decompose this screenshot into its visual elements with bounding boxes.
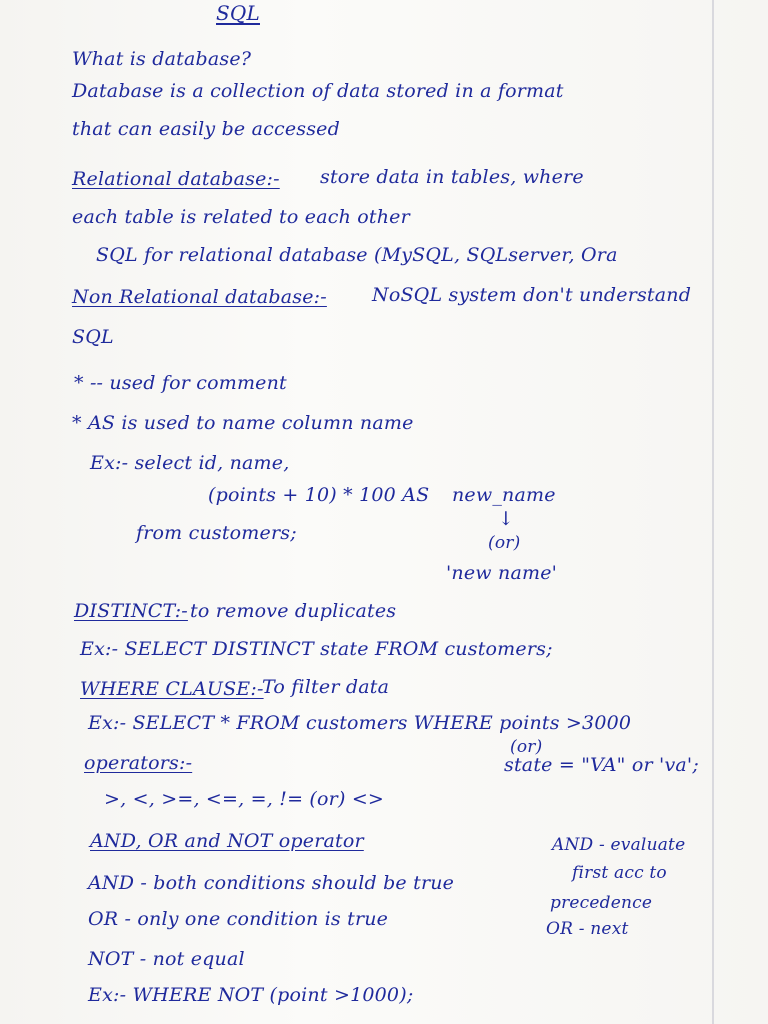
- note-line: >, <, >=, <=, =, != (or) <>: [104, 788, 385, 810]
- note-line: AND - both conditions should be true: [88, 872, 455, 894]
- note-line: * -- used for comment: [74, 372, 287, 394]
- note-heading: DISTINCT:-: [74, 600, 188, 622]
- note-line: To filter data: [262, 676, 390, 698]
- note-line: * AS is used to name column name: [72, 412, 414, 434]
- note-heading: Non Relational database:-: [72, 286, 327, 308]
- note-heading: operators:-: [84, 752, 193, 774]
- note-heading: Relational database:-: [72, 168, 280, 190]
- note-line: SQL for relational database (MySQL, SQLserver, Ora: [96, 244, 618, 266]
- note-heading: WHERE CLAUSE:-: [80, 678, 264, 700]
- page-title: SQL: [216, 1, 260, 25]
- note-line: from customers;: [136, 522, 297, 544]
- note-line: state = "VA" or 'va';: [504, 754, 699, 776]
- note-line: Ex:- SELECT DISTINCT state FROM customers;: [80, 638, 553, 660]
- arrow-down-icon: ↓: [498, 508, 515, 530]
- note-line: store data in tables, where: [320, 166, 584, 188]
- note-line: new_name: [452, 484, 556, 506]
- note-line: (or): [510, 737, 543, 757]
- note-line: 'new name': [446, 562, 558, 584]
- note-line: (points + 10) * 100 AS: [208, 484, 430, 506]
- note-line: OR - only one condition is true: [88, 908, 389, 930]
- note-line: that can easily be accessed: [72, 118, 340, 140]
- note-line: (or): [488, 533, 521, 553]
- note-line: SQL: [72, 326, 114, 348]
- side-note: first acc to: [572, 863, 667, 883]
- note-line: Ex:- WHERE NOT (point >1000);: [88, 984, 414, 1006]
- note-line: Ex:- select id, name,: [90, 452, 290, 474]
- note-line: to remove duplicates: [190, 600, 397, 622]
- margin-line: [712, 0, 714, 1024]
- note-line: NoSQL system don't understand: [372, 284, 692, 306]
- note-line: Ex:- SELECT * FROM customers WHERE points >3000: [88, 712, 632, 734]
- side-note: AND - evaluate: [552, 835, 686, 855]
- note-line: NOT - not equal: [88, 948, 245, 970]
- side-note: precedence: [550, 893, 653, 913]
- note-line: Database is a collection of data stored in a format: [72, 80, 564, 102]
- note-line: each table is related to each other: [72, 206, 410, 228]
- note-heading: AND, OR and NOT operator: [90, 830, 364, 852]
- note-line: What is database?: [72, 48, 252, 70]
- side-note: OR - next: [546, 919, 629, 939]
